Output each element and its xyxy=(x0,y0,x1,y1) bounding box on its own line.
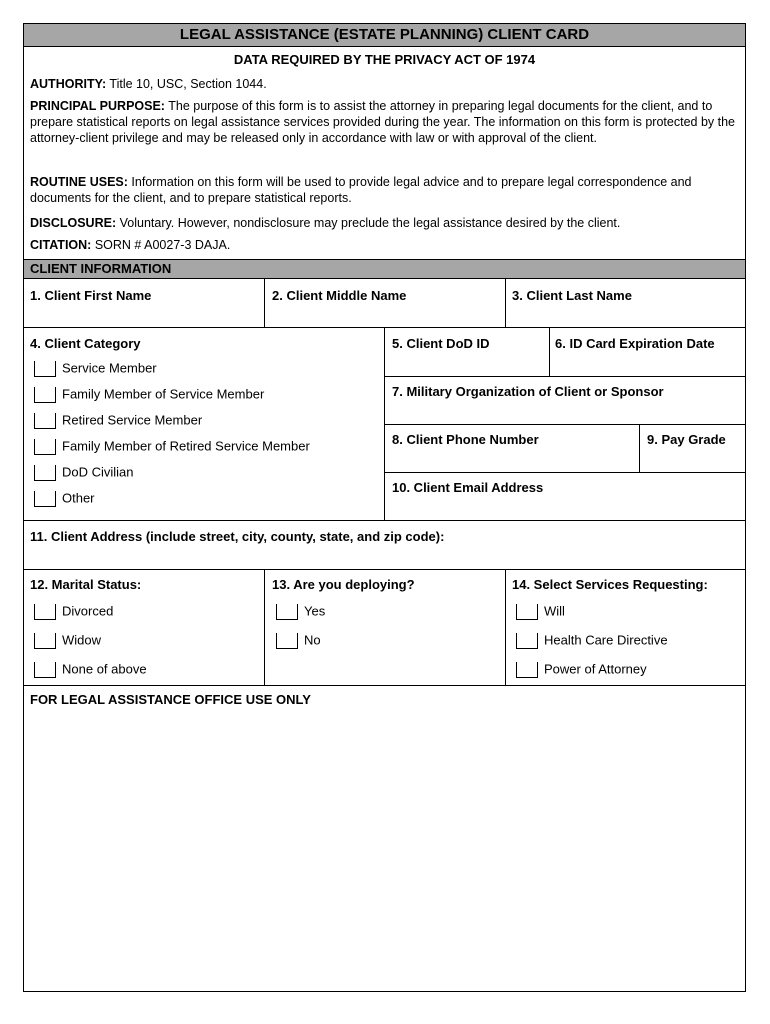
divider xyxy=(24,569,745,570)
office-use-label: FOR LEGAL ASSISTANCE OFFICE USE ONLY xyxy=(30,692,311,707)
checkbox[interactable] xyxy=(516,662,538,678)
dod-id-label: 5. Client DoD ID xyxy=(392,336,490,351)
divider xyxy=(264,279,265,327)
uses-text: Information on this form will be used to provide legal advice and to prepare legal correspondence and documents for the client, and to prepare statistical reports. xyxy=(30,175,692,205)
marital-status-label: 12. Marital Status: xyxy=(30,577,142,592)
phone-label: 8. Client Phone Number xyxy=(392,432,539,447)
checkbox[interactable] xyxy=(34,413,56,429)
checkbox[interactable] xyxy=(276,633,298,649)
divider xyxy=(384,472,745,473)
purpose-label: PRINCIPAL PURPOSE: xyxy=(30,99,165,113)
deploying-label: 13. Are you deploying? xyxy=(272,577,415,592)
citation-statement xyxy=(30,237,737,253)
checkbox[interactable] xyxy=(34,387,56,403)
divider xyxy=(24,685,745,686)
principal-purpose-statement xyxy=(30,98,737,146)
first-name-label: 1. Client First Name xyxy=(30,288,152,303)
disclosure-text: Voluntary. However, nondisclosure may preclude the legal assistance desired by the client. xyxy=(119,216,621,230)
service-option-health-care-directive[interactable]: Health Care Directive xyxy=(516,632,668,649)
category-option-retired-family[interactable]: Family Member of Retired Service Member xyxy=(34,438,310,455)
military-org-label: 7. Military Organization of Client or Sponsor xyxy=(392,384,664,399)
disclosure-statement xyxy=(30,215,737,231)
service-option-power-of-attorney[interactable]: Power of Attorney xyxy=(516,661,647,678)
checkbox[interactable] xyxy=(516,633,538,649)
authority-statement xyxy=(30,76,737,92)
deploying-option-no[interactable]: No xyxy=(276,632,321,649)
privacy-heading: DATA REQUIRED BY THE PRIVACY ACT OF 1974 xyxy=(233,52,536,67)
category-option-other[interactable]: Other xyxy=(34,490,95,507)
routine-uses-statement xyxy=(30,174,737,206)
client-category-label: 4. Client Category xyxy=(30,336,141,351)
divider xyxy=(264,569,265,685)
uses-label: ROUTINE USES: xyxy=(30,175,128,189)
purpose-text: The purpose of this form is to assist the attorney in preparing legal documents for the client, and to prepare statistical reports on legal assistance services provided during the year. The information on this form is protected by the attorney-client privilege and may be released only in accordance with law or with approval of the client. xyxy=(30,99,735,145)
category-option-family-member[interactable]: Family Member of Service Member xyxy=(34,386,264,403)
client-card-form xyxy=(23,23,746,992)
checkbox[interactable] xyxy=(34,633,56,649)
divider xyxy=(505,569,506,685)
address-label: 11. Client Address (include street, city, county, state, and zip code): xyxy=(30,529,445,544)
last-name-label: 3. Client Last Name xyxy=(512,288,632,303)
middle-name-label: 2. Client Middle Name xyxy=(272,288,407,303)
checkbox[interactable] xyxy=(34,604,56,620)
pay-grade-label: 9. Pay Grade xyxy=(647,432,726,447)
citation-label: CITATION: xyxy=(30,238,92,252)
checkbox[interactable] xyxy=(34,491,56,507)
divider xyxy=(24,520,745,521)
checkbox[interactable] xyxy=(34,361,56,377)
category-option-service-member[interactable]: Service Member xyxy=(34,360,157,377)
divider xyxy=(549,327,550,376)
marital-option-none[interactable]: None of above xyxy=(34,661,147,678)
disclosure-label: DISCLOSURE: xyxy=(30,216,117,230)
checkbox[interactable] xyxy=(516,604,538,620)
divider xyxy=(639,424,640,472)
checkbox[interactable] xyxy=(34,662,56,678)
category-option-retired[interactable]: Retired Service Member xyxy=(34,412,202,429)
marital-option-widow[interactable]: Widow xyxy=(34,632,101,649)
marital-option-divorced[interactable]: Divorced xyxy=(34,603,113,620)
authority-text: Title 10, USC, Section 1044. xyxy=(109,77,267,91)
services-label: 14. Select Services Requesting: xyxy=(512,577,708,592)
checkbox[interactable] xyxy=(34,465,56,481)
client-information-heading: CLIENT INFORMATION xyxy=(24,259,745,279)
checkbox[interactable] xyxy=(34,439,56,455)
email-label: 10. Client Email Address xyxy=(392,480,544,495)
divider xyxy=(384,376,745,377)
citation-text: SORN # A0027-3 DAJA. xyxy=(94,238,231,252)
authority-label: AUTHORITY: xyxy=(30,77,107,91)
checkbox[interactable] xyxy=(276,604,298,620)
form-title: LEGAL ASSISTANCE (ESTATE PLANNING) CLIENT CARD xyxy=(24,24,745,47)
deploying-option-yes[interactable]: Yes xyxy=(276,603,325,620)
category-option-dod-civilian[interactable]: DoD Civilian xyxy=(34,464,134,481)
divider xyxy=(384,424,745,425)
divider xyxy=(505,279,506,327)
service-option-will[interactable]: Will xyxy=(516,603,565,620)
id-expiration-label: 6. ID Card Expiration Date xyxy=(555,336,715,351)
